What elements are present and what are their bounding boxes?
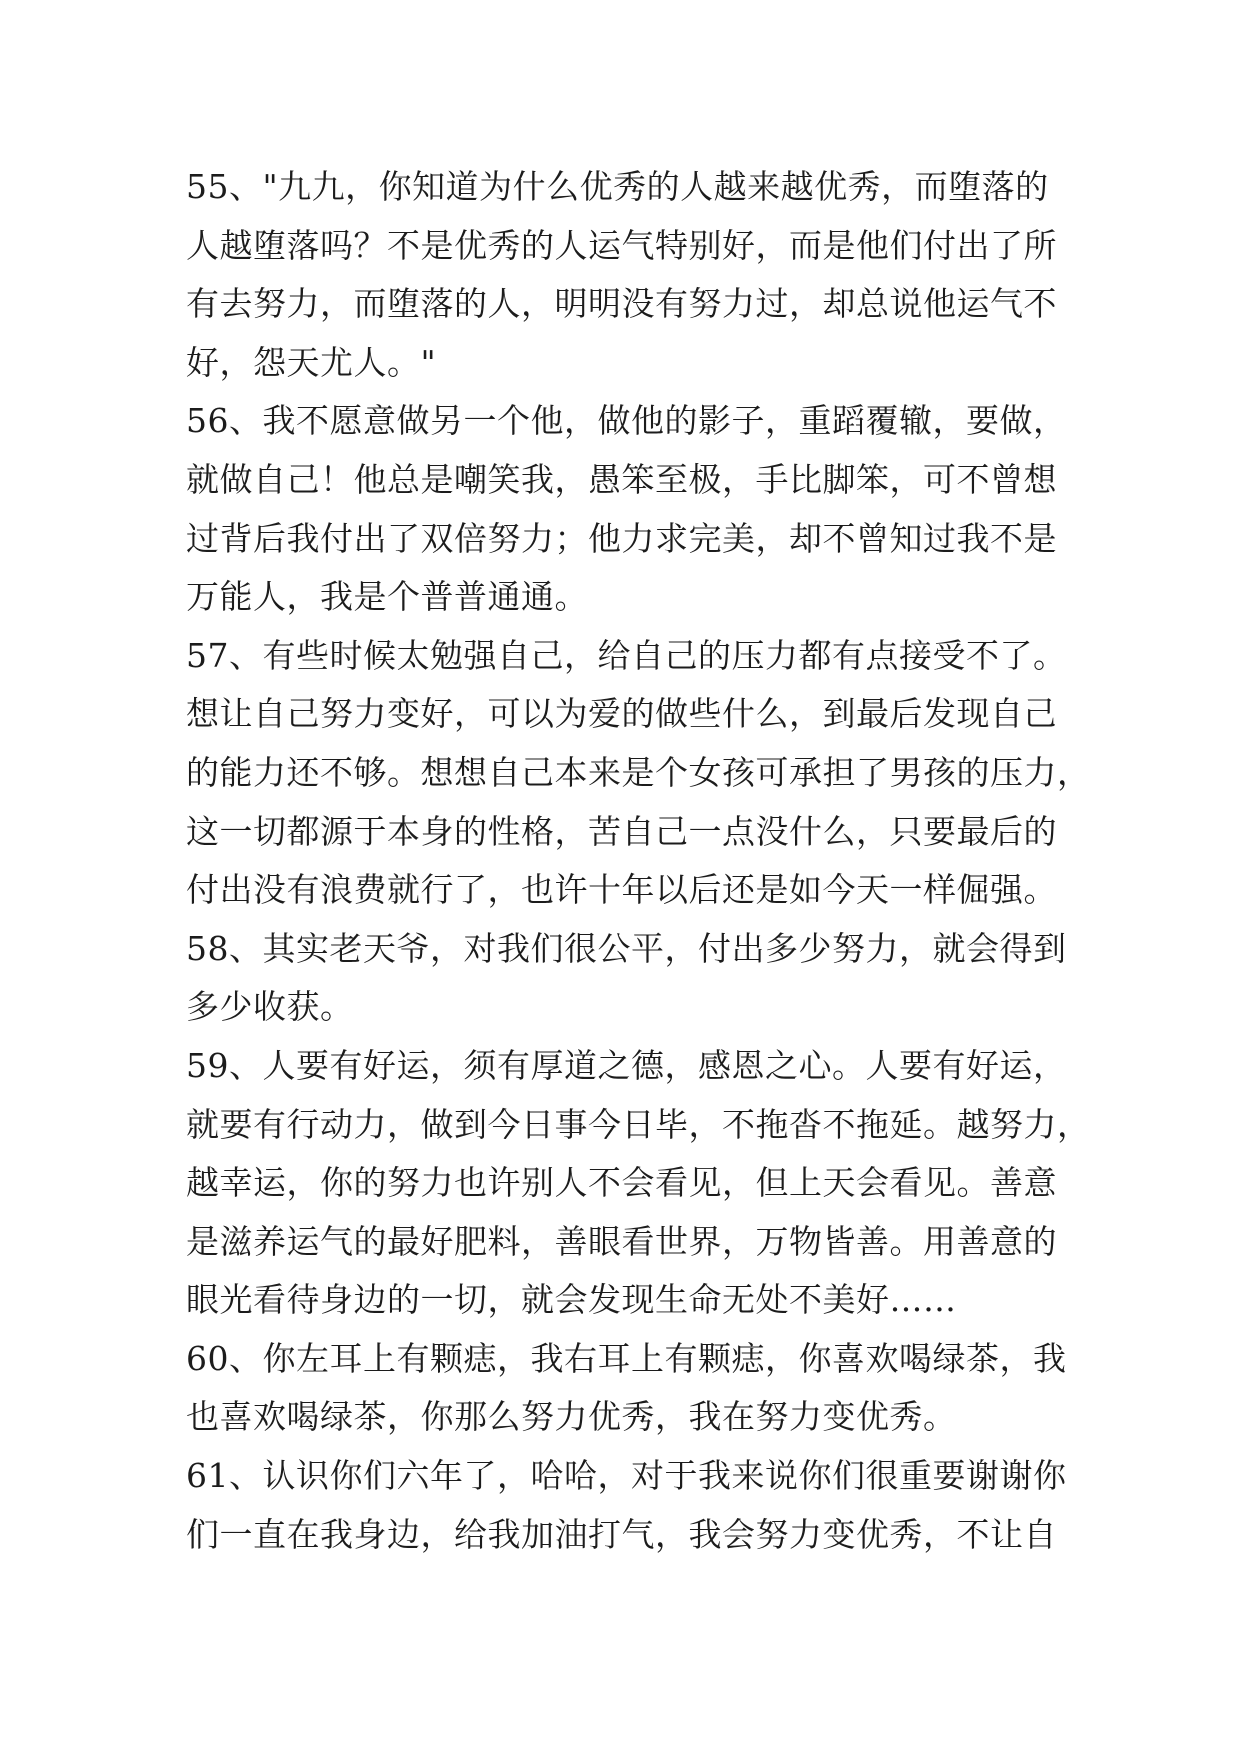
- text-line: 61、认识你们六年了，哈哈，对于我来说你们很重要谢谢你: [186, 1456, 1067, 1496]
- text-line: 这一切都源于本身的性格，苦自己一点没什么，只要最后的: [186, 811, 1057, 851]
- text-line: 58、其实老天爷，对我们很公平，付出多少努力，就会得到: [186, 928, 1067, 968]
- text-line: 的能力还不够。想想自己本来是个女孩可承担了男孩的压力，: [186, 752, 1091, 792]
- text-line: 60、你左耳上有颗痣，我右耳上有颗痣，你喜欢喝绿茶，我: [186, 1338, 1067, 1378]
- text-line: 就做自己！他总是嘲笑我，愚笨至极，手比脚笨，可不曾想: [186, 459, 1057, 499]
- text-line: 人越堕落吗？不是优秀的人运气特别好，而是他们付出了所: [186, 225, 1057, 265]
- text-line: 万能人，我是个普普通通。: [186, 577, 588, 617]
- text-line: 好，怨天尤人。": [186, 342, 437, 382]
- text-line: 眼光看待身边的一切，就会发现生命无处不美好……: [186, 1280, 957, 1320]
- text-line: 有去努力，而堕落的人，明明没有努力过，却总说他运气不: [186, 284, 1057, 324]
- text-line: 想让自己努力变好，可以为爱的做些什么，到最后发现自己: [186, 694, 1057, 734]
- text-line: 59、人要有好运，须有厚道之德，感恩之心。人要有好运，: [186, 1045, 1067, 1085]
- text-line: 57、有些时候太勉强自己，给自己的压力都有点接受不了。: [186, 635, 1067, 675]
- text-line: 多少收获。: [186, 987, 354, 1027]
- text-line: 56、我不愿意做另一个他，做他的影子，重蹈覆辙，要做，: [186, 401, 1067, 441]
- text-line: 是滋养运气的最好肥料，善眼看世界，万物皆善。用善意的: [186, 1221, 1057, 1261]
- text-line: 过背后我付出了双倍努力；他力求完美，却不曾知过我不是: [186, 518, 1057, 558]
- document-body: [186, 158, 1091, 1564]
- text-line: 就要有行动力，做到今日事今日毕，不拖沓不拖延。越努力，: [186, 1104, 1091, 1144]
- text-line: 也喜欢喝绿茶，你那么努力优秀，我在努力变优秀。: [186, 1397, 957, 1437]
- text-line: 付出没有浪费就行了，也许十年以后还是如今天一样倔强。: [186, 870, 1057, 910]
- text-line: 55、"九九，你知道为什么优秀的人越来越优秀，而堕落的: [186, 167, 1049, 206]
- text-line: 们一直在我身边，给我加油打气，我会努力变优秀，不让自: [186, 1514, 1057, 1554]
- text-line: 越幸运，你的努力也许别人不会看见，但上天会看见。善意: [186, 1163, 1057, 1203]
